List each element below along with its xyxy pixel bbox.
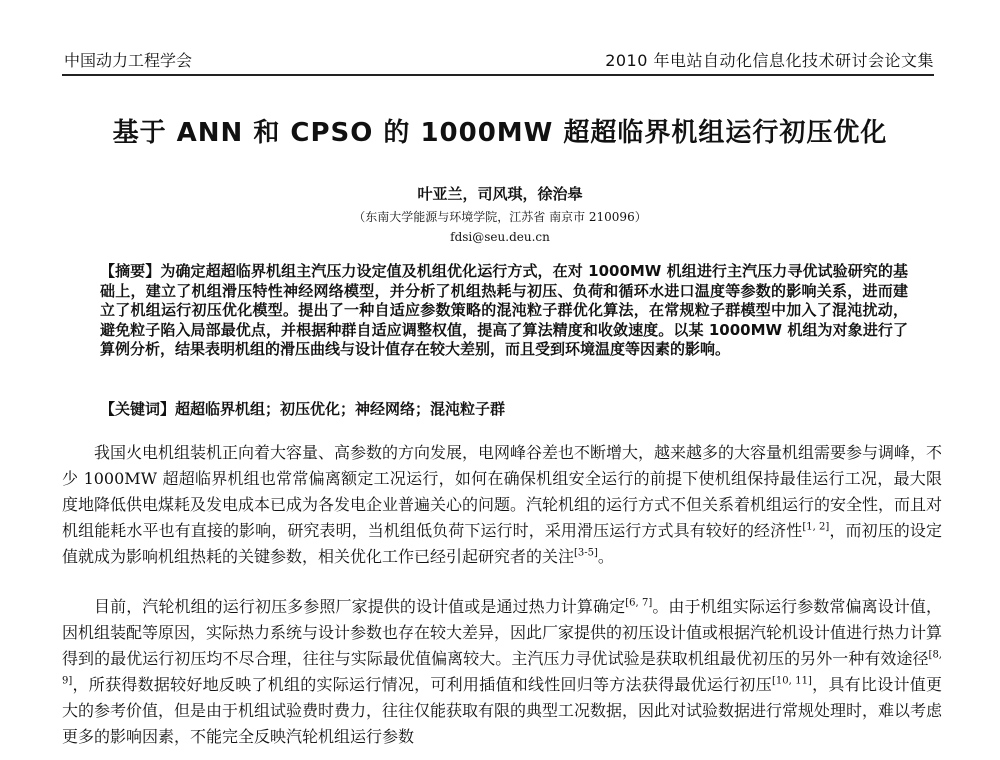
- header-proceedings: 2010 年电站自动化信息化技术研讨会论文集: [605, 51, 934, 70]
- body-paragraph-2: [62, 594, 942, 750]
- paragraph-text: 。: [597, 547, 614, 566]
- keywords-label: 【关键词】: [100, 400, 176, 418]
- paragraph-text: ，具有比设计值更大的参考价值，但是由于机组试验费时费力，往往仅能获取有限的典型工况数据，因此对试验数据进行常规处理时，难以考虑更多的影响因素，不能完全反映汽轮机组运行参数: [62, 675, 943, 746]
- author-email: fdsi@seu.deu.cn: [450, 230, 550, 244]
- abstract-label: 【摘要】: [100, 262, 161, 280]
- citation: [10, 11]: [771, 675, 812, 687]
- paragraph-text: 。由于机组实际运行参数常偏离设计值，因机组装配等原因，实际热力系统与设计参数也存在较大差异，因此厂家提供的初压设计值或根据汽轮机设计值进行热力计算得到的最优运行初压均不尽合理，往往与实际最优值偏离较大。主汽压力寻优试验是获取机组最优初压的另外一种有效途径: [62, 597, 943, 668]
- citation: [1, 2]: [802, 521, 830, 533]
- abstract-block: [100, 262, 908, 360]
- citation: [8, 9]: [62, 649, 942, 687]
- paragraph-text: 目前，汽轮机组的运行初压多参照厂家提供的设计值或是通过热力计算确定: [94, 597, 626, 616]
- keywords-block: [100, 399, 908, 419]
- paragraph-text: 我国火电机组装机正向着大容量、高参数的方向发展，电网峰谷差也不断增大，越来越多的大容量机组需要参与调峰，不少 1000MW 超超临界机组也常常偏离额定工况运行，如何在确保机组安全运行的前提下使机组保持最佳运行工况，最大限度地降低供电煤耗及发电成本已成为各发电企业普遍关心的问题。汽轮机组的运行方式不但关系着机组运行的安全性，而且对机组能耗水平也有直接的影响，研究表明，当机组低负荷下运行时，采用滑压运行方式具有较好的经济性: [62, 443, 943, 540]
- citation: [3-5]: [574, 547, 598, 559]
- paper-title: 基于 ANN 和 CPSO 的 1000MW 超超临界机组运行初压优化: [112, 118, 888, 148]
- header-organization: 中国动力工程学会: [64, 51, 193, 70]
- abstract-text: 为确定超超临界机组主汽压力设定值及机组优化运行方式，在对 1000MW 机组进行主汽压力寻优试验研究的基础上，建立了机组滑压特性神经网络模型，并分析了机组热耗与初压、负荷和循环水进口温度等参数的影响关系，进而建立了机组运行初压优化模型。提出了一种自适应参数策略的混沌粒子群优化算法，在常规粒子群模型中加入了混沌扰动，避免粒子陷入局部最优点，并根据种群自适应调整权值，提高了算法精度和收敛速度。以某 1000MW 机组为对象进行了算例分析，结果表明机组的滑压曲线与设计值存在较大差别，而且受到环境温度等因素的影响。: [100, 262, 908, 359]
- citation: [6, 7]: [625, 597, 653, 609]
- author-affiliation: （东南大学能源与环境学院，江苏省 南京市 210096）: [353, 210, 647, 224]
- paragraph-text: ，而初压的设定值就成为影响机组热耗的关键参数，相关优化工作已经引起研究者的关注: [62, 521, 942, 566]
- running-header: [62, 46, 934, 76]
- paragraph-text: ，所获得数据较好地反映了机组的实际运行情况，可利用插值和线性回归等方法获得最优运行初压: [72, 675, 772, 694]
- keywords-text: 超超临界机组；初压优化；神经网络；混沌粒子群: [175, 400, 506, 418]
- author-list: 叶亚兰，司风琪，徐治皋: [417, 185, 583, 203]
- body-paragraph-1: [62, 440, 942, 570]
